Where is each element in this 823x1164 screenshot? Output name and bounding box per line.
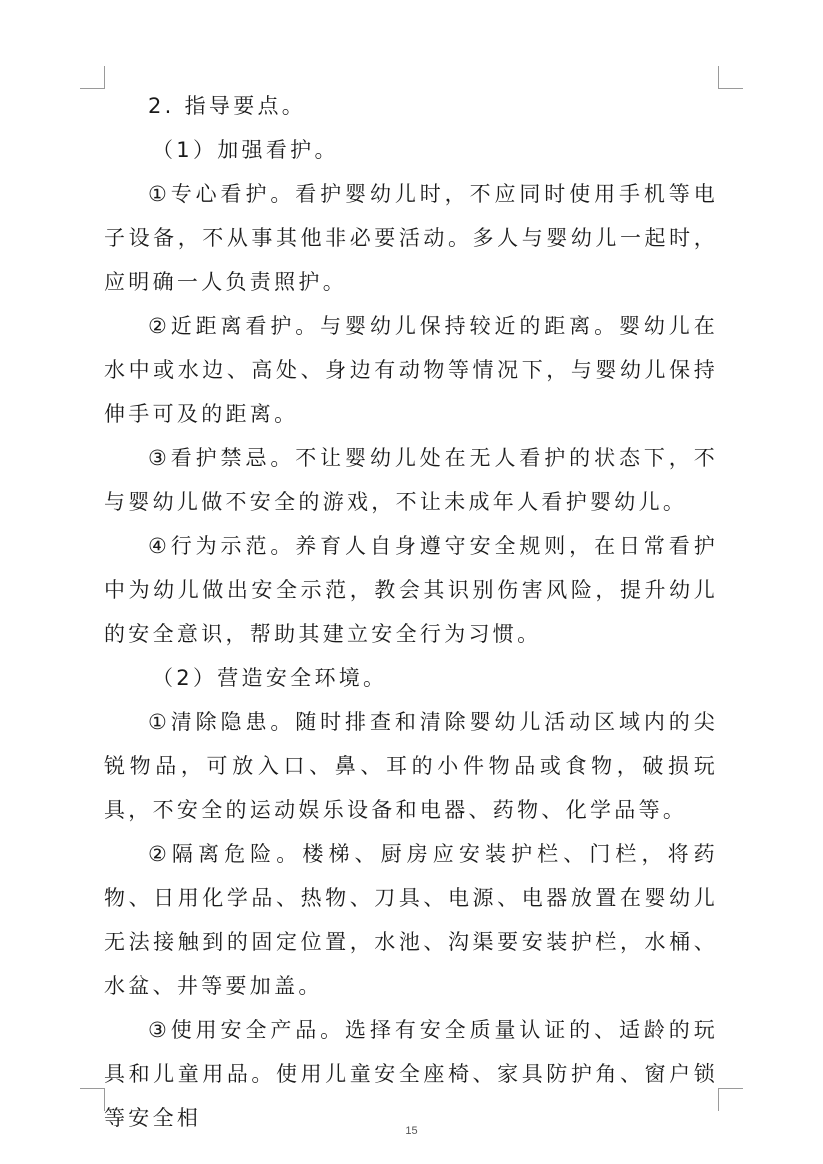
crop-mark-bottom-right: [718, 1088, 743, 1111]
subsection-heading-care: （1）加强看护。: [152, 138, 339, 162]
crop-mark-top-right: [718, 66, 743, 89]
page-number: 15: [405, 1125, 418, 1137]
paragraph-close-care: ②近距离看护。与婴幼儿保持较近的距离。婴幼儿在水中或水边、高处、身边有动物等情况下，与婴幼儿保持伸手可及的距离。: [104, 314, 718, 426]
crop-mark-top-left: [80, 66, 105, 89]
paragraph-care-taboos: ③看护禁忌。不让婴幼儿处在无人看护的状态下，不与婴幼儿做不安全的游戏，不让未成年人看护婴幼儿。: [104, 446, 718, 514]
paragraph-remove-hazards: ①清除隐患。随时排查和清除婴幼儿活动区域内的尖锐物品，可放入口、鼻、耳的小件物品或食物，破损玩具，不安全的运动娱乐设备和电器、药物、化学品等。: [104, 710, 718, 822]
section-heading: 2. 指导要点。: [148, 94, 307, 118]
paragraph-isolate-danger: ②隔离危险。楼梯、厨房应安装护栏、门栏，将药物、日用化学品、热物、刀具、电源、电器放置在婴幼儿无法接触到的固定位置，水池、沟渠要安装护栏，水桶、水盆、井等要加盖。: [104, 842, 718, 998]
crop-mark-bottom-left: [80, 1088, 105, 1111]
paragraph-behavior-example: ④行为示范。养育人自身遵守安全规则，在日常看护中为幼儿做出安全示范，教会其识别伤害风险，提升幼儿的安全意识，帮助其建立安全行为习惯。: [104, 534, 718, 646]
paragraph-focused-care: ①专心看护。看护婴幼儿时，不应同时使用手机等电子设备，不从事其他非必要活动。多人与婴幼儿一起时，应明确一人负责照护。: [104, 182, 718, 294]
subsection-heading-environment: （2）营造安全环境。: [152, 666, 388, 690]
document-body: [104, 84, 718, 1140]
paragraph-safe-products: ③使用安全产品。选择有安全质量认证的、适龄的玩具和儿童用品。使用儿童安全座椅、家具防护角、窗户锁等安全相: [104, 1018, 718, 1130]
